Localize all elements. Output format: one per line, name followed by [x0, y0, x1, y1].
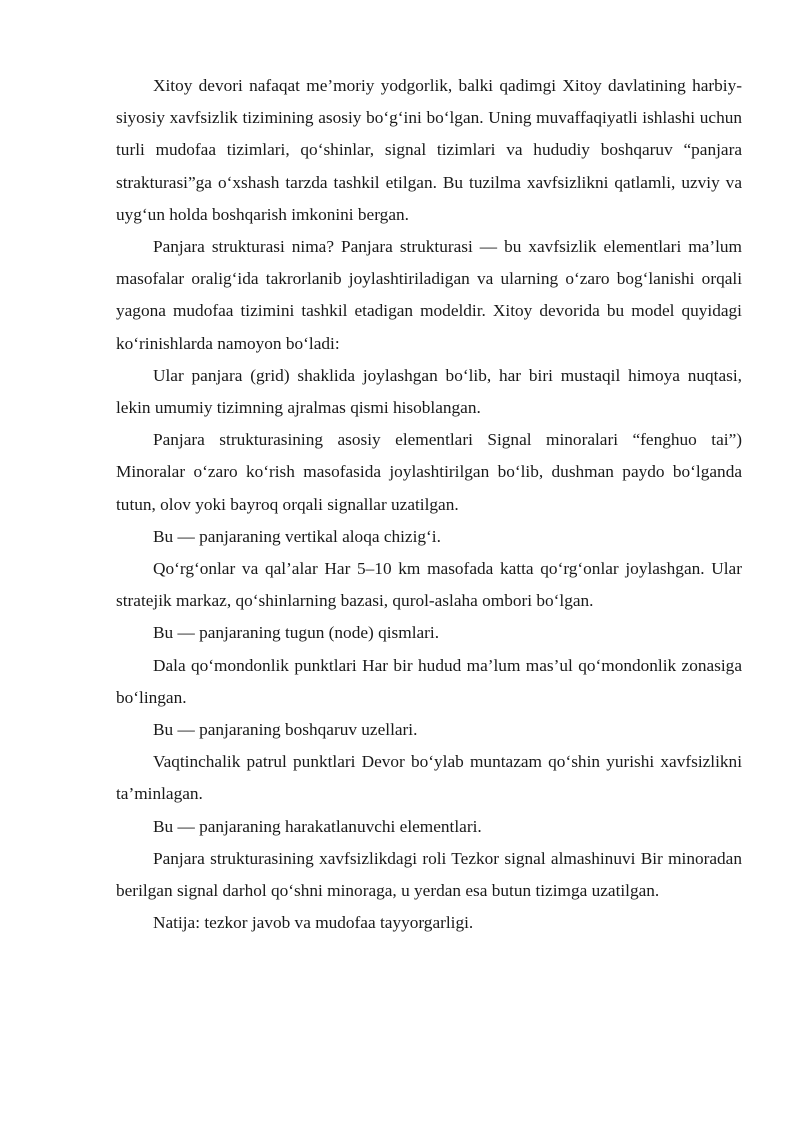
paragraph-fortresses: Qo‘rg‘onlar va qal’alar Har 5–10 km masofada katta qo‘rg‘onlar joylashgan. Ular stratejik markaz, qo‘shinlarning bazasi, qurol-aslaha ombori bo‘lgan.	[116, 559, 742, 611]
paragraph-security-role: Panjara strukturasining xavfsizlikdagi roli Tezkor signal almashinuvi Bir minoradan berilgan signal darhol qo‘shni minoraga, u yerdan esa butun tizimga uzatilgan.	[116, 848, 742, 901]
paragraph-definition: Panjara strukturasi nima? Panjara strukturasi — bu xavfsizlik elementlari ma’lum masofalar oralig‘ida takrorlanib joylashtiriladigan va ularning o‘zaro bog‘lanishi orqali yagona mudofaa tizimini tashkil etadigan modeldir. Xitoy devorida bu model quyidagi ko‘rinishlarda namoyon bo‘ladi:	[116, 237, 742, 353]
paragraph-patrol-posts: Vaqtinchalik patrul punktlari Devor bo‘ylab muntazam qo‘shin yurishi xavfsizlikni ta’minlagan.	[116, 752, 742, 804]
paragraph-result: Natija: tezkor javob va mudofaa tayyorgarligi.	[153, 913, 474, 933]
paragraph-vertical-link: Bu — panjaraning vertikal aloqa chizig‘i.	[153, 526, 441, 546]
paragraph-signal-towers: Panjara strukturasining asosiy elementlari Signal minoralari “fenghuo tai”) Minoralar o‘zaro ko‘rish masofasida joylashtirilgan bo‘lib, dushman paydo bo‘lganda tutun, olov yoki bayroq orqali signallar uzatilgan.	[116, 430, 742, 514]
document-body	[116, 70, 742, 939]
paragraph-command-posts: Dala qo‘mondonlik punktlari Har bir hudud ma’lum mas’ul qo‘mondonlik zonasiga bo‘lingan.	[116, 655, 742, 707]
paragraph-node-parts: Bu — panjaraning tugun (node) qismlari.	[153, 623, 440, 643]
paragraph-intro: Xitoy devori nafaqat me’moriy yodgorlik, balki qadimgi Xitoy davlatining harbiy-siyosiy xavfsizlik tizimining asosiy bo‘g‘ini bo‘lgan. Uning muvaffaqiyatli ishlashi uchun turli mudofaa tizimlari, qo‘shinlar, signal tizimlari va hududiy boshqaruv “panjara strakturasi”ga o‘xshash tarzda tashkil etilgan. Bu tuzilma xavfsizlikni qatlamli, uzviy va uyg‘un holda boshqarish imkonini bergan.	[116, 76, 742, 224]
paragraph-mobile-elements: Bu — panjaraning harakatlanuvchi elementlari.	[153, 816, 482, 836]
paragraph-control-nodes: Bu — panjaraning boshqaruv uzellari.	[153, 720, 418, 740]
paragraph-grid-layout: Ular panjara (grid) shaklida joylashgan bo‘lib, har biri mustaqil himoya nuqtasi, lekin umumiy tizimning ajralmas qismi hisoblangan.	[116, 365, 742, 418]
